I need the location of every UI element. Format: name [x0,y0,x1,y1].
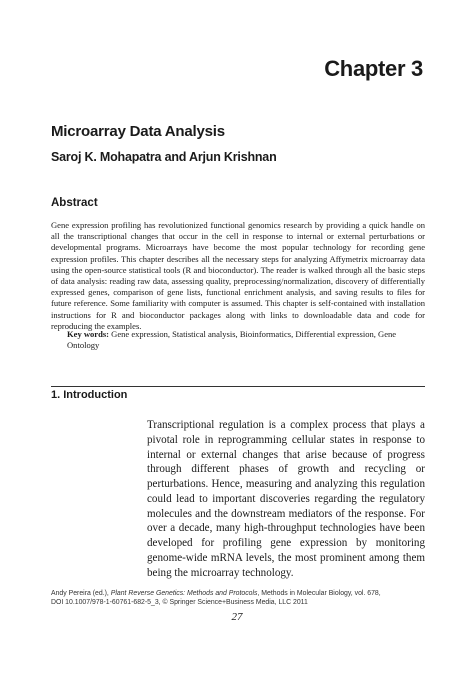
keywords-text: Gene expression, Statistical analysis, Bioinformatics, Differential expression, Gene Ontology [67,329,397,351]
citation-footer [51,589,431,608]
footer-series: , Methods in Molecular Biology, vol. 678, [257,590,381,597]
abstract-heading: Abstract [51,197,98,209]
footer-editor: Andy Pereira (ed.), [51,590,109,597]
footer-doi: DOI 10.1007/978-1-60761-682-5_3, © Springer Science+Business Media, LLC 2011 [51,599,308,607]
keywords-label: Key words: [67,329,110,339]
introduction-heading: 1. Introduction [51,389,128,401]
introduction-body: Transcriptional regulation is a complex process that plays a pivotal role in reprogramming cellular states in response to internal or external changes that arise because of progress through different phases of growth and recycling or perturbations. Hence, measuring and analyzing this regulation could lead to important discoveries regarding the regulatory molecules and the downstream mediators of the response. For over a decade, many high-throughput technologies have been developed for profiling gene expression by monitoring genome-wide mRNA levels, the most prominent among them being the microarray technology. [147,419,425,579]
chapter-title: Microarray Data Analysis [51,123,225,140]
footer-book-title: Plant Reverse Genetics: Methods and Protocols [110,590,258,597]
page-number: 27 [231,611,243,623]
section-divider [51,386,425,387]
keywords [67,329,425,351]
authors: Saroj K. Mohapatra and Arjun Krishnan [51,150,277,164]
chapter-label: Chapter 3 [324,56,423,81]
abstract-body: Gene expression profiling has revolutionized functional genomics research by providing a quick handle on all the transcriptional changes that occur in the cell in response to internal or external perturbations or developmental programs. Microarrays have become the most popular technology for recording gene expression profiles. This chapter describes all the necessary steps for analyzing Affymetrix microarray data using the open-source statistical tools (R and bioconductor). The reader is walked through all the basic steps of data analysis: reading raw data, assessing quality, preprocessing/normalization, discovery of differentially expressed genes, comparison of gene lists, functional enrichment analysis, and saving results to files for future reference. Some familiarity with computer is assumed. This chapter is self-contained with installation instructions for R and bioconductor packages along with links to downloadable data and code for reproducing the examples. [51,220,425,331]
